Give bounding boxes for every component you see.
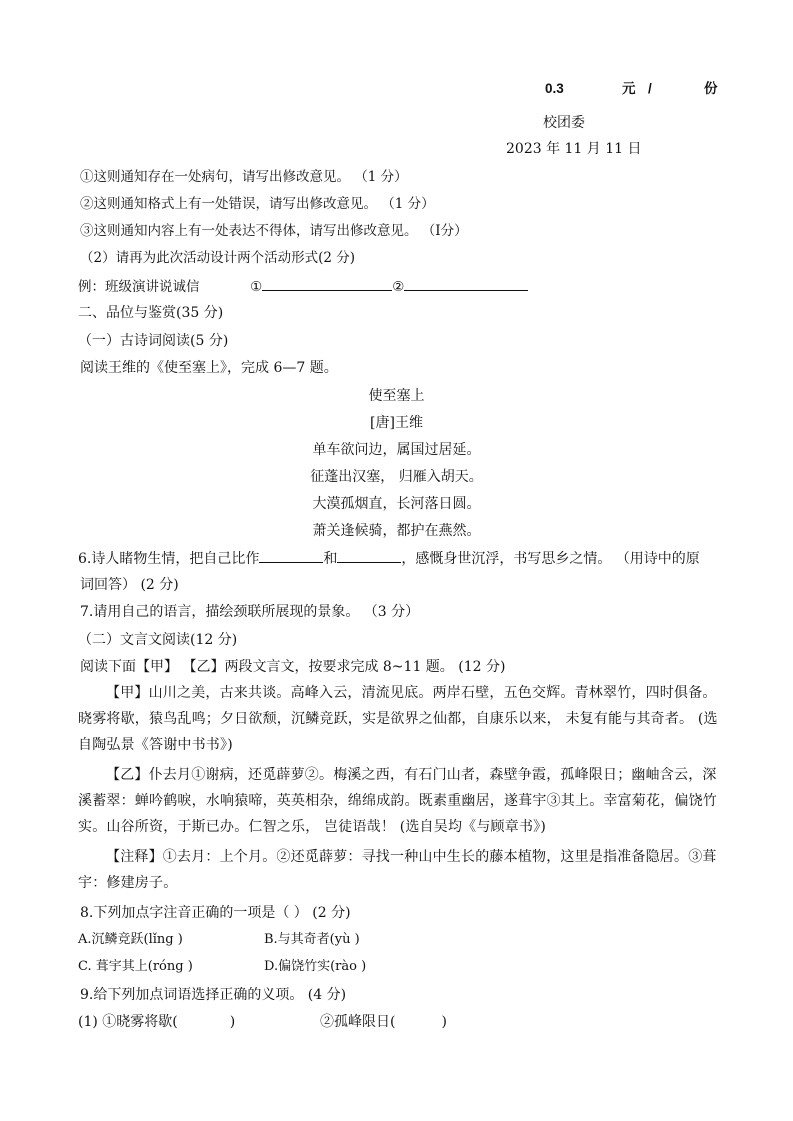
passage-jia: 【甲】山川之美，古来共谈。高峰入云，清流见底。两岸石壁，五色交辉。青林翠竹，四时俱备。晓雾将歇，猿鸟乱鸣；夕日欲颓，沉鳞竞跃，实是欲界之仙都，自康乐以来， 未复有能与其奇者。 (选自陶弘景《答谢中书书》) xyxy=(78,685,718,753)
answer-blank-2[interactable] xyxy=(404,276,528,291)
poem-author: [唐]王维 xyxy=(370,415,423,431)
issuer: 校团委 xyxy=(543,115,585,131)
q9-item-2-text: ②孤峰限日( xyxy=(320,1014,396,1030)
q9-item-1-text: (1) ①晓雾将歇( xyxy=(78,1014,178,1030)
question-6-blank-2[interactable] xyxy=(337,548,401,563)
poem-line-2: 征蓬出汉塞， 归雁入胡天。 xyxy=(310,469,483,485)
q8-option-c[interactable]: C. 葺宇其上(róng ) xyxy=(78,959,193,974)
question-6 xyxy=(78,548,700,569)
blank-1-marker: ① xyxy=(250,279,263,295)
activity-design-question: （2）请再为此次活动设计两个活动形式(2 分) xyxy=(80,250,356,266)
question-6-text-b: 和 xyxy=(323,551,338,567)
q9-item-2-close: ) xyxy=(441,1014,447,1030)
notice-question-2: ②这则通知格式上有一处错误，请写出修改意见。 （1 分） xyxy=(80,196,435,212)
notice-question-1: ①这则通知存在一处病句，请写出修改意见。 （1 分） xyxy=(80,169,408,185)
price-separator: / xyxy=(648,81,652,96)
example-label: 例：班级演讲说诚信 xyxy=(78,279,200,295)
classical-heading: （二）文言文阅读(12 分) xyxy=(78,632,238,648)
q8-option-d[interactable]: D.偏饶竹实(rào ) xyxy=(264,959,367,974)
question-6-line-2: 词回答） (2 分) xyxy=(80,577,179,593)
poetry-intro: 阅读王维的《使至塞上》，完成 6—7 题。 xyxy=(80,360,338,376)
blank-2-marker: ② xyxy=(392,279,405,295)
price-unit: 元 xyxy=(622,81,636,96)
poem-title: 使至塞上 xyxy=(368,388,425,404)
q8-option-a[interactable]: A.沉鳞竞跃(lǐng ) xyxy=(78,932,183,947)
q8-option-b[interactable]: B.与其奇者(yù ) xyxy=(264,932,360,947)
price-value: 0.3 xyxy=(545,81,564,96)
question-6-text-a: 6.诗人睹物生情，把自己比作 xyxy=(78,551,260,567)
question-6-blank-1[interactable] xyxy=(259,548,323,563)
passage-notes: 【注释】①去月：上个月。②还觅薜萝：寻找一种山中生长的藤本植物，这里是指准备隐居。③葺宇：修建房子。 xyxy=(78,849,717,891)
example-line xyxy=(78,276,528,297)
notice-question-3: ③这则通知内容上有一处表达不得体，请写出修改意见。 （Ⅰ分） xyxy=(80,223,468,239)
notice-date: 2023 年 11 月 11 日 xyxy=(506,141,642,157)
price-per: 份 xyxy=(704,81,718,96)
poem-line-3: 大漠孤烟直，长河落日圆。 xyxy=(312,496,481,512)
poetry-heading: （一）古诗词阅读(5 分) xyxy=(78,333,229,349)
passage-yi: 【乙】仆去月①谢病，还觅薜萝②。梅溪之西，有石门山者，森壁争霞，孤峰限日；幽岫含云，深溪蓄翠：蝉吟鹤唳，水响猿啼，英英相杂，绵绵成韵。既素重幽居，遂葺宇③其上。幸富菊花，偏饶竹实。山谷所资，于斯已办。仁智之乐， 岂徒语哉！ (选自吴均《与顾章书》) xyxy=(78,767,717,835)
poem-line-4: 萧关逢候骑，都护在燕然。 xyxy=(312,523,481,539)
section-2-heading: 二、品位与鉴赏(35 分) xyxy=(78,305,224,321)
answer-blank-1[interactable] xyxy=(262,276,392,291)
q9-item-1-close: ) xyxy=(229,1014,236,1030)
question-8: 8.下列加点字注音正确的一项是（ ） (2 分) xyxy=(80,905,351,921)
poem-line-1: 单车欲问边，属国过居延。 xyxy=(312,442,481,458)
question-6-text-c: ，感慨身世沉浮，书写思乡之情。 （用诗中的原 xyxy=(401,551,700,567)
q9-item-1 xyxy=(78,1012,235,1032)
question-7: 7.请用自己的语言，描绘颈联所展现的景象。 （3 分） xyxy=(80,604,420,620)
classical-intro: 阅读下面【甲】 【乙】两段文言文，按要求完成 8~11 题。 (12 分) xyxy=(80,659,506,675)
q9-item-2 xyxy=(320,1012,447,1032)
question-9: 9.给下列加点词语选择正确的义项。 (4 分) xyxy=(80,987,347,1003)
